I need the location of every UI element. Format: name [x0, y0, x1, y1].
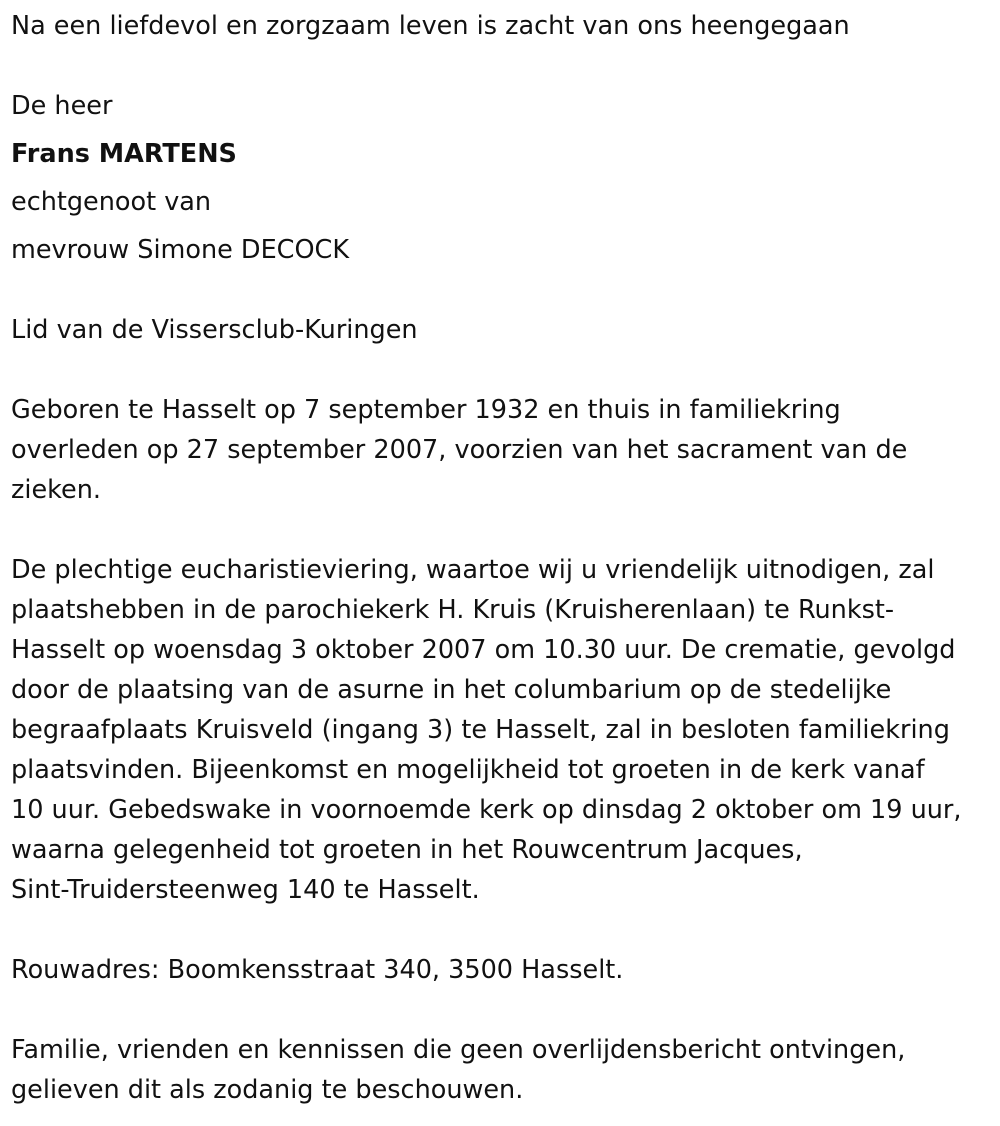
honorific-title: De heer [11, 91, 113, 121]
spouse-label: echtgenoot van [11, 187, 212, 217]
ceremony-paragraph [11, 550, 962, 910]
ceremony-line: waarna gelegenheid tot groeten in het Rouwcentrum Jacques, [11, 835, 803, 865]
notice-line: Familie, vrienden en kennissen die geen overlijdensbericht ontvingen, [11, 1035, 906, 1065]
mourning-address: Rouwadres: Boomkensstraat 340, 3500 Hasselt. [11, 955, 624, 985]
deceased-name: Frans MARTENS [11, 139, 237, 169]
membership-line: Lid van de Vissersclub-Kuringen [11, 315, 418, 345]
birth-death-line: Geboren te Hasselt op 7 september 1932 en thuis in familiekring [11, 395, 841, 425]
birth-death-paragraph [11, 390, 907, 510]
notice-line: gelieven dit als zodanig te beschouwen. [11, 1075, 524, 1105]
ceremony-line: plaatsvinden. Bijeenkomst en mogelijkheid tot groeten in de kerk vanaf [11, 755, 925, 785]
spouse-name: mevrouw Simone DECOCK [11, 235, 350, 265]
ceremony-line: door de plaatsing van de asurne in het columbarium op de stedelijke [11, 675, 892, 705]
birth-death-line: overleden op 27 september 2007, voorzien van het sacrament van de [11, 435, 908, 465]
birth-death-line: zieken. [11, 475, 101, 505]
ceremony-line: De plechtige eucharistieviering, waartoe wij u vriendelijk uitnodigen, zal [11, 555, 935, 585]
ceremony-line: plaatshebben in de parochiekerk H. Kruis (Kruisherenlaan) te Runkst- [11, 595, 895, 625]
ceremony-line: Hasselt op woensdag 3 oktober 2007 om 10.30 uur. De crematie, gevolgd [11, 635, 956, 665]
notice-paragraph [11, 1030, 905, 1110]
intro-line: Na een liefdevol en zorgzaam leven is zacht van ons heengegaan [11, 11, 850, 41]
ceremony-line: 10 uur. Gebedswake in voornoemde kerk op dinsdag 2 oktober om 19 uur, [11, 795, 962, 825]
ceremony-line: Sint-Truidersteenweg 140 te Hasselt. [11, 875, 480, 905]
ceremony-line: begraafplaats Kruisveld (ingang 3) te Hasselt, zal in besloten familiekring [11, 715, 950, 745]
